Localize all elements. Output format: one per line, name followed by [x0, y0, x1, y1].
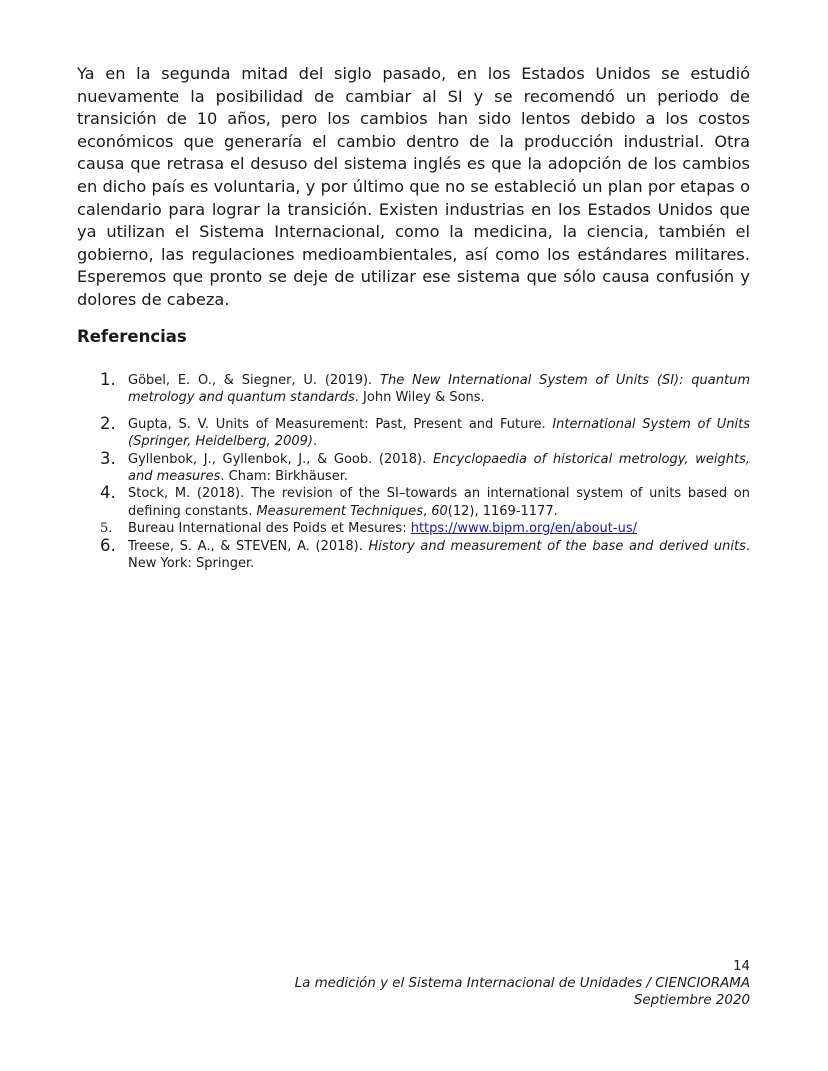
- reference-publisher: . Cham: Birkhäuser.: [220, 469, 348, 485]
- body-paragraph: Ya en la segunda mitad del siglo pasado, en los Estados Unidos se estudió nuevamente la posibilidad de cambiar al SI y se recomendó un periodo de transición de 10 años, pero los cambios han sido lentos debido a los costos económicos que generaría el cambio dentro de la producción industrial. Otra causa que retrasa el desuso del sistema inglés es que la adopción de los cambios en dicho país es voluntaria, y por último que no se estableció un plan por etapas o calendario para lograr la transición. Existen industrias en los Estados Unidos que ya utilizan el Sistema Internacional, como la medicina, la ciencia, también el gobierno, las regulaciones medioambientales, así como los estándares militares. Esperemos que pronto se deje de utilizar ese sistema que sólo causa confusión y dolores de cabeza.: [77, 64, 750, 309]
- reference-title: International System of Units (Springer, Heidelberg, 2009): [128, 416, 751, 450]
- footer-date: Septiembre 2020: [633, 993, 750, 1009]
- reference-number: 1.: [100, 370, 116, 389]
- reference-item: [100, 520, 750, 537]
- footer-title: La medición y el Sistema Internacional de Unidades / CIENCIORAMA: [294, 976, 750, 992]
- references-list: [100, 372, 750, 572]
- reference-number: 3.: [100, 448, 116, 468]
- reference-item: [100, 413, 751, 451]
- reference-authors: Göbel, E. O., & Siegner, U. (2019).: [128, 373, 381, 388]
- reference-item: [100, 535, 750, 573]
- reference-authors: Gyllenbok, J., Gyllenbok, J., & Goob. (2018).: [128, 451, 433, 467]
- reference-title: The New International System of Units (SI): quantum metrology and quantum standards: [128, 373, 750, 406]
- reference-authors: Stock, M. (2018). The revision of the SI–towards an international system of units based on defining constants.: [128, 486, 750, 519]
- page-number: 14: [732, 959, 750, 974]
- reference-number: 6.: [100, 535, 116, 555]
- reference-pages: (12), 1169-1177.: [447, 503, 558, 519]
- reference-publisher: . New York: Springer.: [128, 538, 750, 572]
- reference-publisher: .: [312, 434, 318, 450]
- reference-number: 5.: [100, 521, 113, 537]
- reference-title: Encyclopaedia of historical metrology, weights, and measures: [128, 451, 750, 485]
- reference-title: History and measurement of the base and derived units: [368, 538, 746, 554]
- reference-authors: Gupta, S. V. Units of Measurement: Past, Present and Future.: [128, 416, 553, 432]
- reference-publisher: . John Wiley & Sons.: [354, 390, 485, 406]
- bipm-link[interactable]: https://www.bipm.org/en/about-us/: [410, 521, 637, 537]
- reference-authors: Treese, S. A., & STEVEN, A. (2018).: [128, 538, 369, 554]
- reference-number: 4.: [100, 483, 116, 503]
- page-footer: [295, 958, 750, 1010]
- reference-item: [100, 448, 750, 486]
- references-heading: Referencias: [77, 327, 187, 346]
- reference-separator: ,: [422, 503, 432, 519]
- reference-authors: Bureau International des Poids et Mesures:: [128, 521, 411, 537]
- reference-journal: Measurement Techniques: [256, 503, 423, 519]
- reference-item: [100, 372, 750, 407]
- reference-item: [100, 485, 750, 520]
- reference-number: 2.: [100, 413, 116, 433]
- reference-volume: 60: [431, 503, 448, 519]
